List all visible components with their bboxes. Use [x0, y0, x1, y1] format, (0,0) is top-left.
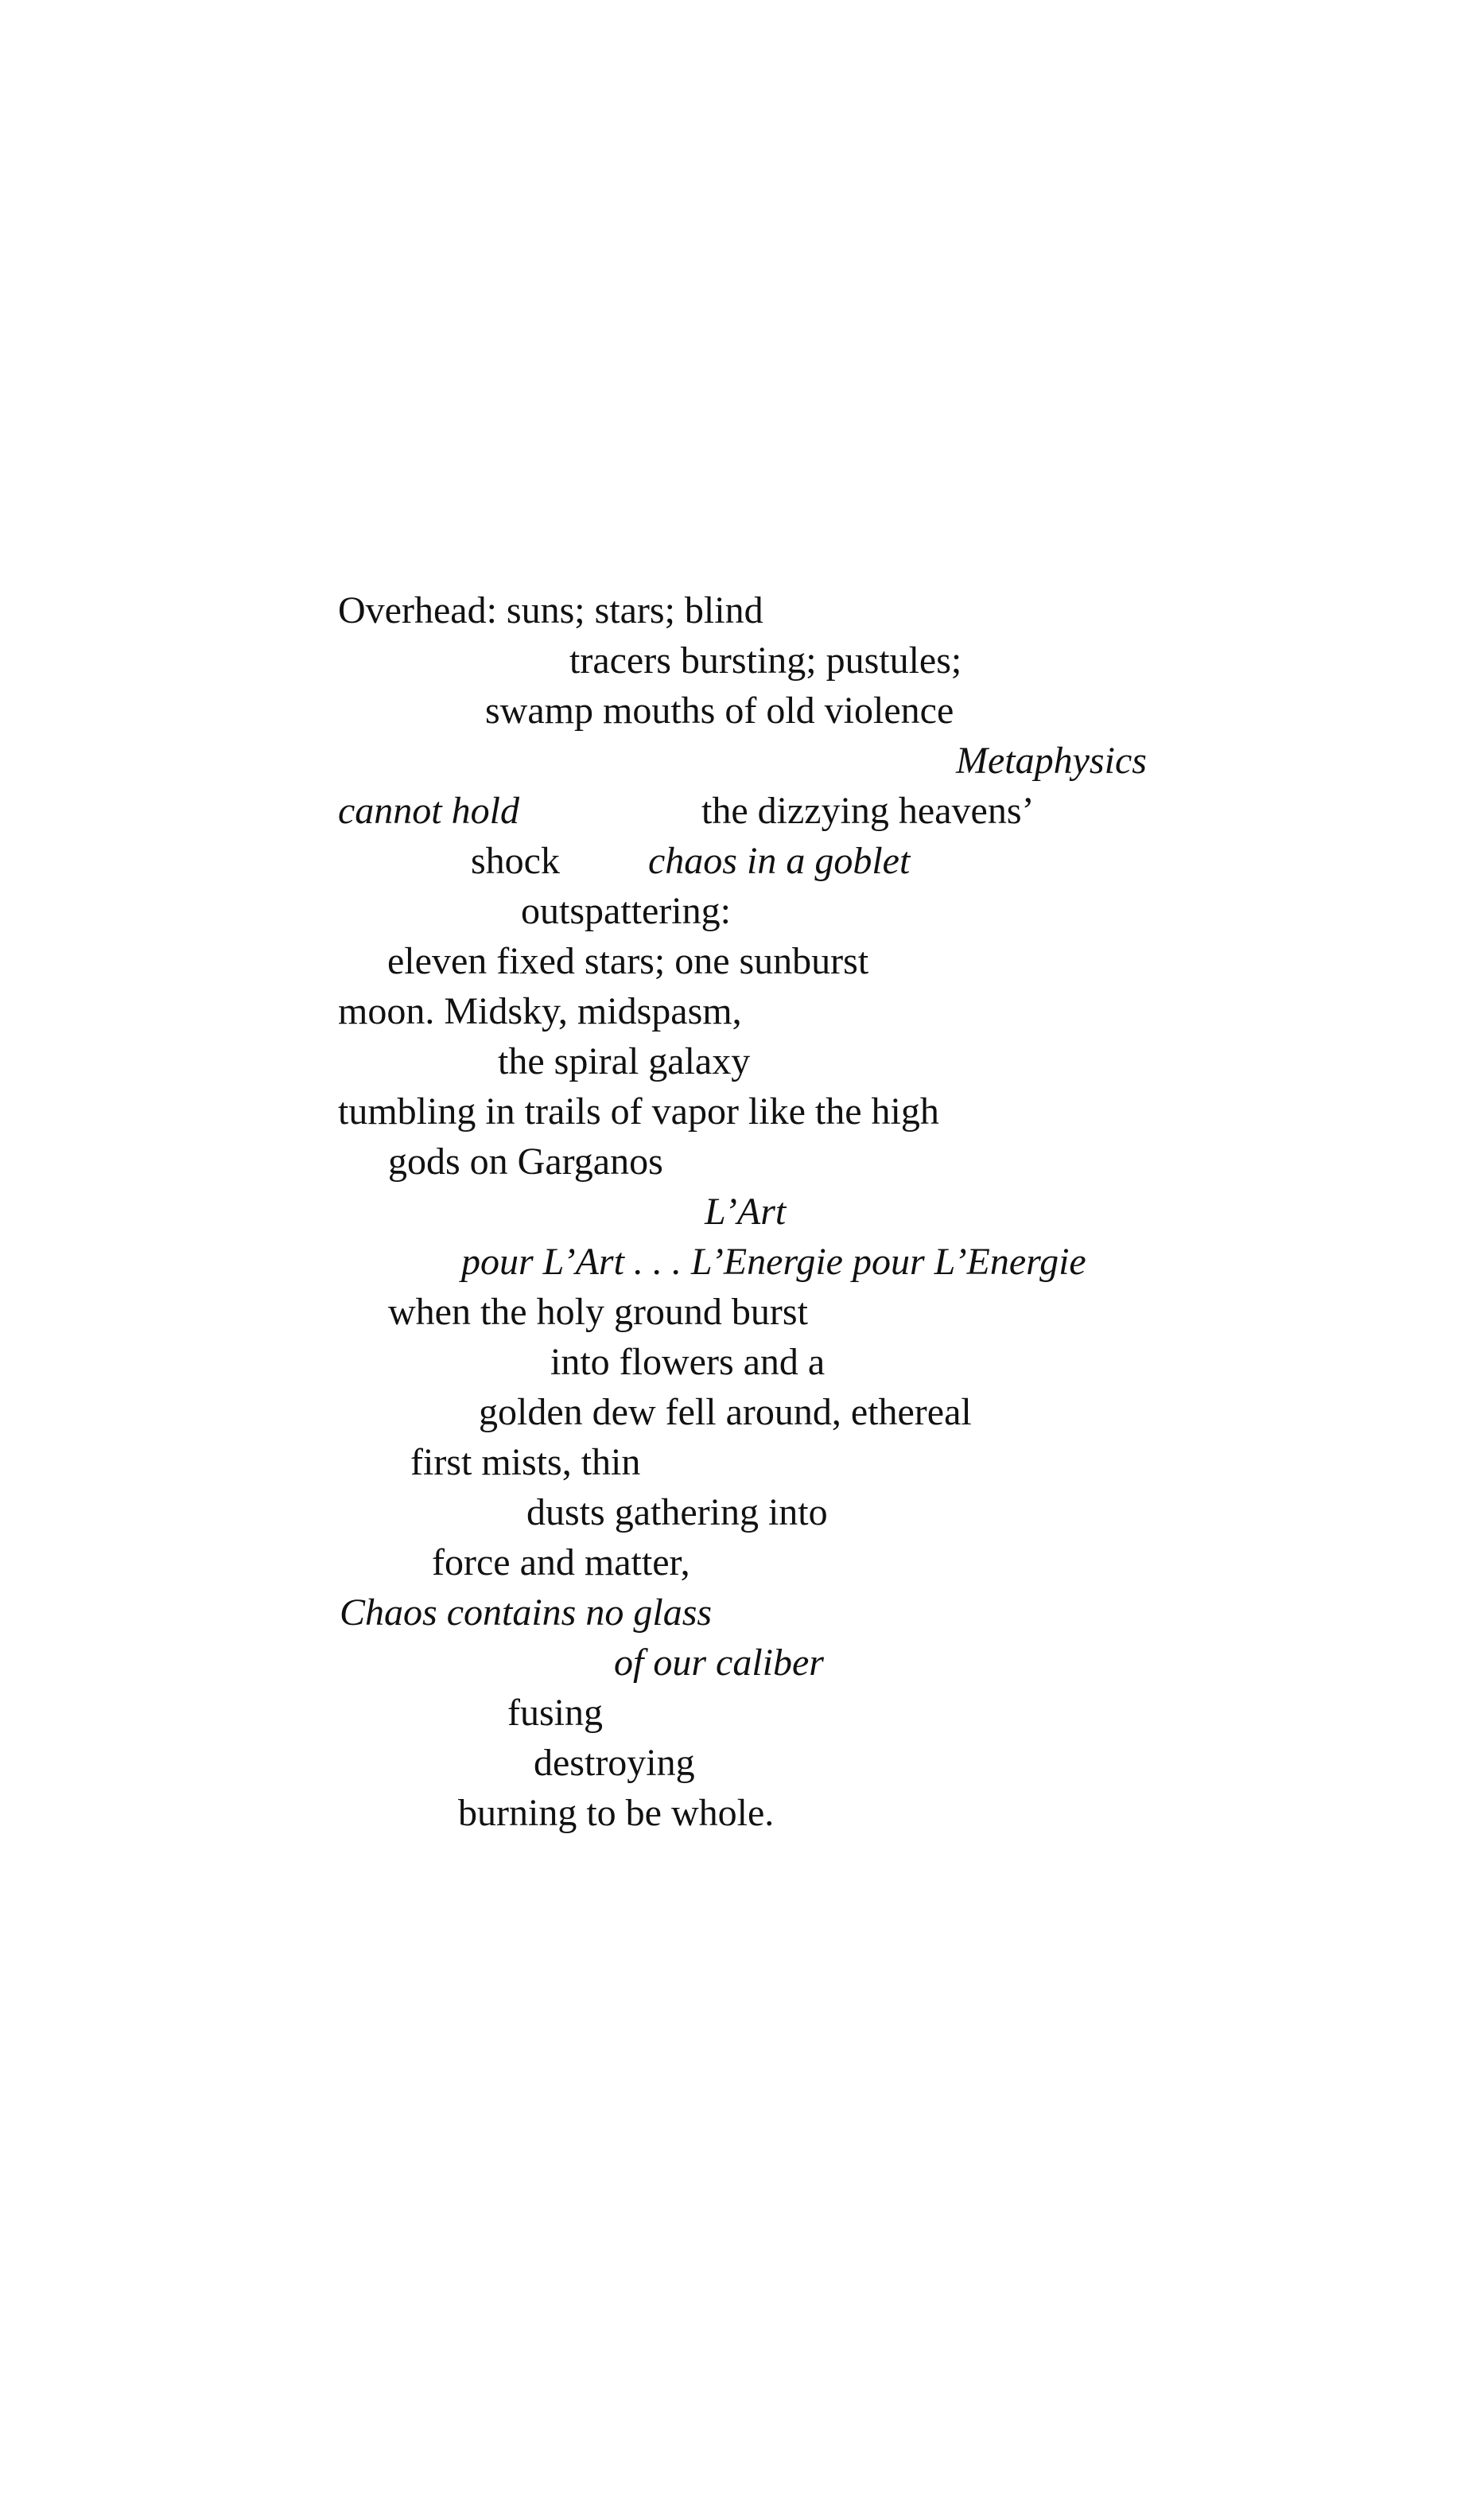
poem-line: destroying [534, 1742, 695, 1784]
poem-line: tracers bursting; pustules; [569, 639, 962, 682]
poem-line-italic: L’Art [705, 1191, 787, 1233]
poem-line: shock [471, 840, 560, 882]
poem-line-italic: pour L’Art . . . L’Energie pour L’Energie [461, 1241, 1086, 1283]
poem-line: when the holy ground burst [388, 1291, 808, 1333]
poem-line: golden dew fell around, ethereal [479, 1391, 972, 1433]
poem-line: first mists, thin [410, 1441, 641, 1483]
poem-line: dusts gathering into [526, 1491, 828, 1533]
poem-line: force and matter, [432, 1541, 690, 1583]
poem-line: outspattering: [521, 890, 731, 932]
poem-line: gods on Garganos [388, 1140, 663, 1183]
poem-line: fusing [507, 1692, 603, 1734]
poem-line: tumbling in trails of vapor like the high [338, 1090, 939, 1133]
poem-line-italic: Chaos contains no glass [340, 1591, 713, 1634]
poem-line: into flowers and a [550, 1341, 826, 1383]
poem-line: the dizzying heavens’ [701, 790, 1035, 832]
poem-line: Overhead: suns; stars; blind [338, 589, 763, 631]
poem-line-italic: cannot hold [338, 790, 519, 832]
poem-line-italic: chaos in a goblet [648, 840, 911, 882]
poem-line: eleven fixed stars; one sunburst [387, 940, 869, 982]
poem-line-italic: Metaphysics [956, 740, 1147, 782]
poem-line: moon. Midsky, midspasm, [338, 990, 742, 1032]
poem-line-italic: of our caliber [614, 1642, 824, 1684]
poem-line: burning to be whole. [458, 1792, 775, 1834]
poem-line: swamp mouths of old violence [485, 690, 954, 732]
poem-line: the spiral galaxy [498, 1040, 751, 1082]
